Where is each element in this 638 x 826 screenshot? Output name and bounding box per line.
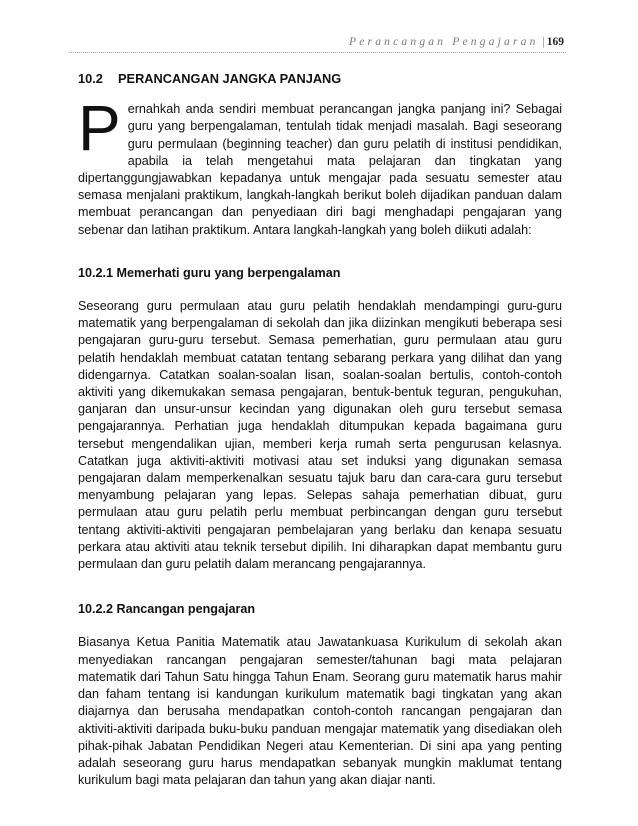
subsection-body-1: Seseorang guru permulaan atau guru pelatih hendaklah mendampingi guru-guru matematik yang berpengalaman di sekolah dan jika diizinkan mengikuti beberapa sesi pengajaran guru-guru tersebut. Semasa pemerhatian, guru permulaan atau guru pelatih hendaklah membuat catatan tentang sebarang perkara yang dilihat dan yang didengarnya. Catatkan soalan-soalan lisan, soalan-soalan bertulis, contoh-contoh aktiviti yang dikemukakan semasa pengajaran, bentuk-bentuk teguran, pengukuhan, ganjaran dan unsur-unsur kecindan yang digunakan oleh guru tersebut semasa pengajarannya. Perhatian juga hendaklah ditumpukan kepada bagaimana guru tersebut mengendalikan ujian, memberi kerja rumah serta pengurusan kelasnya. Catatkan juga aktiviti-aktiviti motivasi atau set induksi yang digunakan semasa pengajaran dalam memperkenalkan sesuatu tajuk baru dan cara-cara guru tersebut menyambung pelajaran yang lepas. Selepas sahaja pemerhatian dibuat, guru permulaan atau guru pelatih perlu membuat perbincangan dengan guru tersebut tentang aktiviti-aktiviti pengajaran pembelajaran yang berlaku dan kenapa sesuatu perkara atau aktiviti atau teknik tersebut dipilih. Ini diharapkan dapat membantu guru permulaan dan guru pelatih dalam merancang pengajarannya. bbox=[78, 299, 562, 572]
header-separator: | bbox=[542, 36, 545, 48]
subsection-heading-2: 10.2.2 Rancangan pengajaran bbox=[78, 602, 256, 617]
subsection-body-2: Biasanya Ketua Panitia Matematik atau Jawatankuasa Kurikulum di sekolah akan menyediakan rancangan pengajaran semester/tahunan bagi mata pelajaran matematik dari Tahun Satu hingga Tahun Enam. Seorang guru matematik harus mahir dan faham tentang isi kandungan kurikulum matematik bagi tingkatan yang akan diajarnya dan berusaha mendapatkan contoh-contoh rancangan pengajaran dan aktiviti-aktiviti daripada buku-buku panduan mengajar matematik yang disediakan oleh pihak-pihak Jabatan Pendidikan Negeri atau Kementerian. Di sini apa yang penting adalah seseorang guru harus mendapatkan sebanyak mungkin maklumat tentang kurikulum bagi mata pelajaran dan tahun yang akan diajar nanti. bbox=[78, 635, 562, 788]
intro-paragraph bbox=[78, 92, 562, 239]
intro-text: ernahkah anda sendiri membuat perancangan jangka panjang ini? Sebagai guru yang berpengalaman, tentulah tidak menjadi masalah. Bagi seseorang guru permulaan (beginning teacher) dan guru pelatih di institusi pendidikan, apabila ia telah mengetahui mata pelajaran dan tingkatan yang dipertanggungjawabkan kepadanya untuk mengajar pada sesuatu semester atau semasa menjalani praktikum, langkah-langkah berikut boleh dijadikan panduan dalam membuat perancangan dan penyediaan diri bagi menghadapi pengajaran yang sebenar dan latihan praktikum. Antara langkah-langkah yang boleh diikuti adalah: bbox=[78, 102, 562, 237]
section-heading bbox=[78, 70, 562, 87]
header-rule bbox=[69, 52, 566, 53]
page-number: 169 bbox=[546, 36, 564, 48]
subsection-heading-1: 10.2.1 Memerhati guru yang berpengalaman bbox=[78, 265, 341, 280]
running-header bbox=[349, 36, 564, 48]
section-number: 10.2 bbox=[78, 71, 103, 86]
page-content bbox=[78, 70, 562, 789]
running-title: Perancangan Pengajaran bbox=[349, 36, 539, 48]
section-title: PERANCANGAN JANGKA PANJANG bbox=[118, 71, 342, 86]
drop-cap: P bbox=[78, 92, 121, 165]
